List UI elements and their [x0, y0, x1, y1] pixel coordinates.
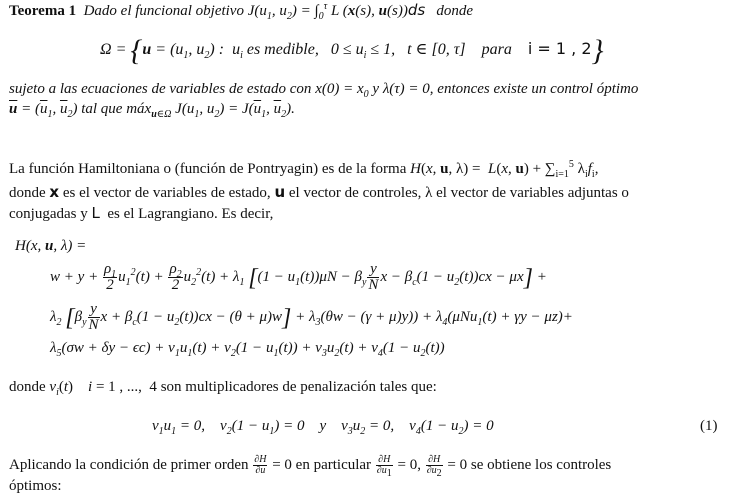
- optimos-line: óptimos:: [9, 478, 62, 494]
- hamiltonian-lhs: H(x, u, λ) =: [15, 238, 87, 254]
- theorem-line-1: [9, 1, 473, 20]
- paragraph-line-1: La función Hamiltoniana o (función de Pontryagin) es de la forma H(x, u, λ) = L(x, $u) + \sum_{i=1}^5$ $\lambda_if_i$,: [9, 159, 599, 180]
- theorem-statement: Dado el funcional objetivo $J(u_1$, $u_2) = \int_0^\tau$ L (x(s), u(s))ds donde: [79, 1, 474, 22]
- set-definition: $\Omega = \{u = (u_1$, $u_2$) : $u_i$ es medible, $0 \le u_i \le 1$, t ∈ [0, τ] para i = 1 , 2}: [100, 34, 604, 67]
- multipliers-line: donde $v_i(t)$ i = 1 , ..., 4 son multiplicadores de penalización tales que:: [9, 379, 437, 398]
- hamiltonian-line-1: w + y + $\frac{\rho_1}{2}$ $u_1^2(t)$ + $\frac{\rho_2}{2}$ $u_2^2(t) + \lambda_1$ [$(1 - u_1(t))\mu N - \beta_y$ $\frac{y}{N}$ $x - \beta_c(1 - u_2(t))cx - \mu x$] +: [50, 261, 547, 293]
- hamiltonian-line-2: $\lambda_2$ [$\beta_y$ $\frac{y}{N}$ $x + \beta_c(1 - u_2(t))cx - (\theta + \mu)w] + \lambda_3(\theta w - (\gamma + \mu)y)) + \lambda_4(\mu Nu_1(t) + \gamma y - \mu z)+$: [50, 301, 573, 333]
- theorem-line-3: sujeto a las ecuaciones de variables de estado con $x(0) = x_0$ y λ(τ) = 0, entonces existe un control óptimo: [9, 81, 639, 100]
- paragraph-line-3: conjugadas y L es el Lagrangiano. Es decir,: [9, 204, 274, 222]
- theorem-title: Teorema 1: [9, 3, 77, 19]
- equation-1: $v_1u_1 = 0$, $v_2(1 - u_1) = 0$ y $v_3u_2 = 0$, $v_4(1 - u_2) = 0$: [152, 418, 494, 437]
- equation-number: (1): [700, 418, 718, 434]
- hamiltonian-line-3: $\lambda_5(\sigma w + \delta y - \epsilon c) + v_1u_1(t) + v_2(1 - u_1(t)) + v_3u_2(t) + v_4(1 - u_2(t))$: [50, 340, 445, 359]
- paragraph-line-2: donde x es el vector de variables de estado, u el vector de controles, λ el vector de variables adjuntas o: [9, 183, 629, 201]
- apply-line: Aplicando la condición de primer orden $\frac{\partial H}{\partial u}$ = 0 en particular $\frac{\partial H}{\partial u_1}$ = 0, $\frac{\partial H}{\partial u_2}$ = 0 se obtiene los controles: [9, 454, 612, 479]
- theorem-line-4: $\overline{u} = (\overline{u}_1$, $\overline{u}_2$) tal que máx$_{u\in\Omega}$ $J(u_1$, $u_2) = J(\overline{u}_1$, $\overline{u}_2$).: [9, 101, 295, 120]
